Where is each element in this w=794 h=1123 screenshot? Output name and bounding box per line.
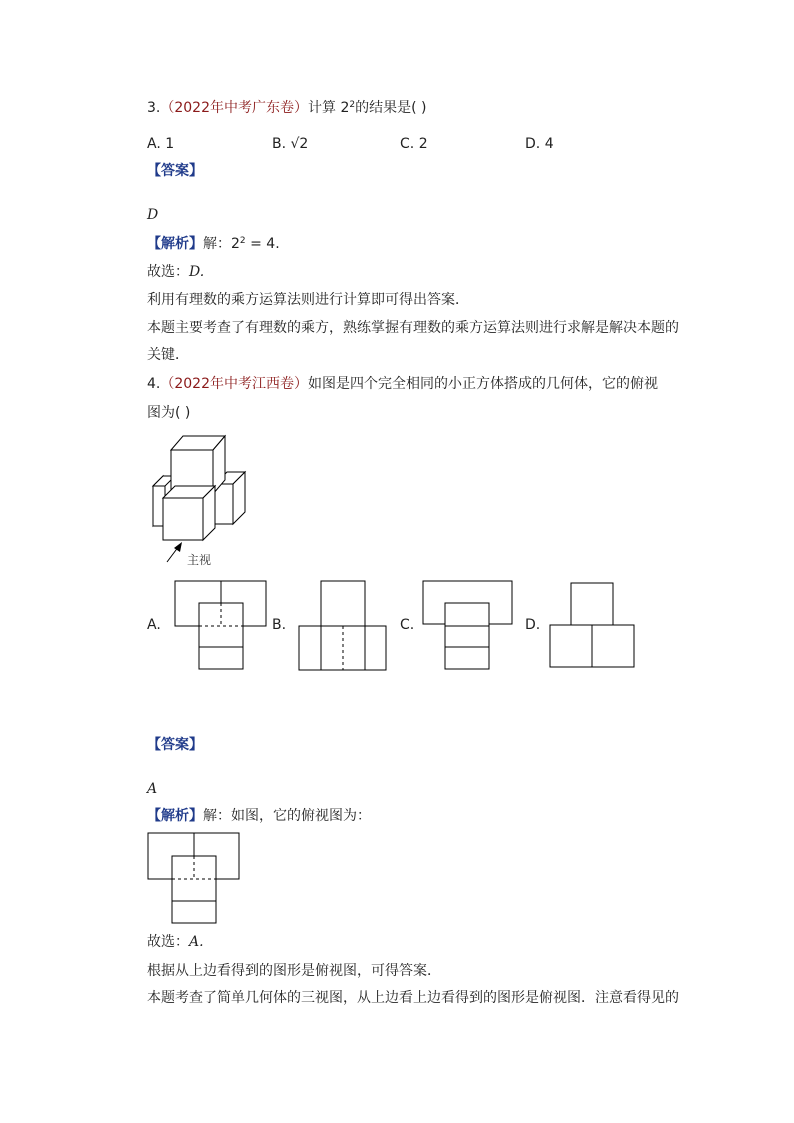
q3-answer-tag: 【答案】 [147, 163, 203, 179]
question-number: 3. [147, 100, 161, 116]
q3-choose [147, 262, 204, 282]
solution-top-view [147, 832, 241, 926]
q3-answer: D [147, 207, 159, 223]
figure-label: 主视 [187, 553, 212, 567]
cube-solid-figure [145, 432, 255, 572]
q3-explain-1: 利用有理数的乘方运算法则进行计算即可得出答案． [147, 292, 469, 308]
stem-suffix: 的结果是( ) [355, 100, 427, 116]
option-letter: B. [272, 136, 287, 152]
q4-explain-1: 根据从上边看得到的图形是俯视图，可得答案． [147, 963, 441, 979]
q4-analysis [147, 806, 371, 826]
analysis-prefix: 解： [203, 236, 231, 252]
cube-face [163, 498, 203, 540]
choose-value: D. [189, 264, 205, 280]
choose-prefix: 故选： [147, 264, 189, 280]
choose-value: A. [189, 934, 204, 950]
q4-option-d-label: D. [525, 617, 541, 633]
option-letter: C. [400, 136, 415, 152]
analysis-exponent: 2 [239, 236, 246, 246]
q4-option-c-label: C. [400, 617, 415, 633]
option-value: 4 [544, 136, 554, 152]
option-a-view [174, 580, 268, 672]
analysis-text: 解：如图，它的俯视图为： [203, 808, 371, 824]
q4-answer: A [147, 781, 158, 797]
q4-option-b-label: B. [272, 617, 287, 633]
option-letter: A. [147, 136, 161, 152]
q4-option-a-label: A. [147, 617, 161, 633]
question-3-stem [147, 98, 426, 118]
q3-analysis [147, 234, 280, 254]
q3-explain-3: 关键． [147, 347, 189, 363]
option-value: √2 [290, 136, 309, 152]
question-source: （2022年中考广东卷） [160, 100, 308, 116]
choose-prefix: 故选： [147, 934, 189, 950]
q4-choose [147, 932, 204, 952]
q3-option-d [525, 134, 554, 154]
option-b-view [298, 580, 388, 672]
question-4-stem-2: 图为( ) [147, 405, 191, 421]
stem-line-1: 如图是四个完全相同的小正方体搭成的几何体，它的俯视 [308, 376, 658, 392]
option-letter: D. [525, 136, 541, 152]
analysis-base: 2 [231, 236, 240, 252]
q3-option-c [400, 134, 428, 154]
analysis-suffix: = 4. [245, 236, 280, 252]
question-number: 4. [147, 376, 161, 392]
question-source: （2022年中考江西卷） [160, 376, 308, 392]
q3-explain-2: 本题主要考查了有理数的乘方，熟练掌握有理数的乘方运算法则进行求解是解决本题的 [147, 320, 679, 336]
option-c-view [422, 580, 514, 672]
q4-answer-tag: 【答案】 [147, 737, 203, 753]
analysis-tag: 【解析】 [147, 808, 203, 824]
option-value: 2 [418, 136, 428, 152]
option-d-view [549, 582, 637, 670]
q4-explain-2: 本题考查了简单几何体的三视图，从上边看上边看得到的图形是俯视图．注意看得见的 [147, 990, 679, 1006]
analysis-tag: 【解析】 [147, 236, 203, 252]
q3-option-b [272, 134, 308, 154]
q3-option-a [147, 134, 174, 154]
exponent: 2 [349, 100, 356, 110]
stem-prefix: 计算 2 [308, 100, 350, 116]
option-value: 1 [165, 136, 175, 152]
question-4-stem [147, 374, 658, 394]
